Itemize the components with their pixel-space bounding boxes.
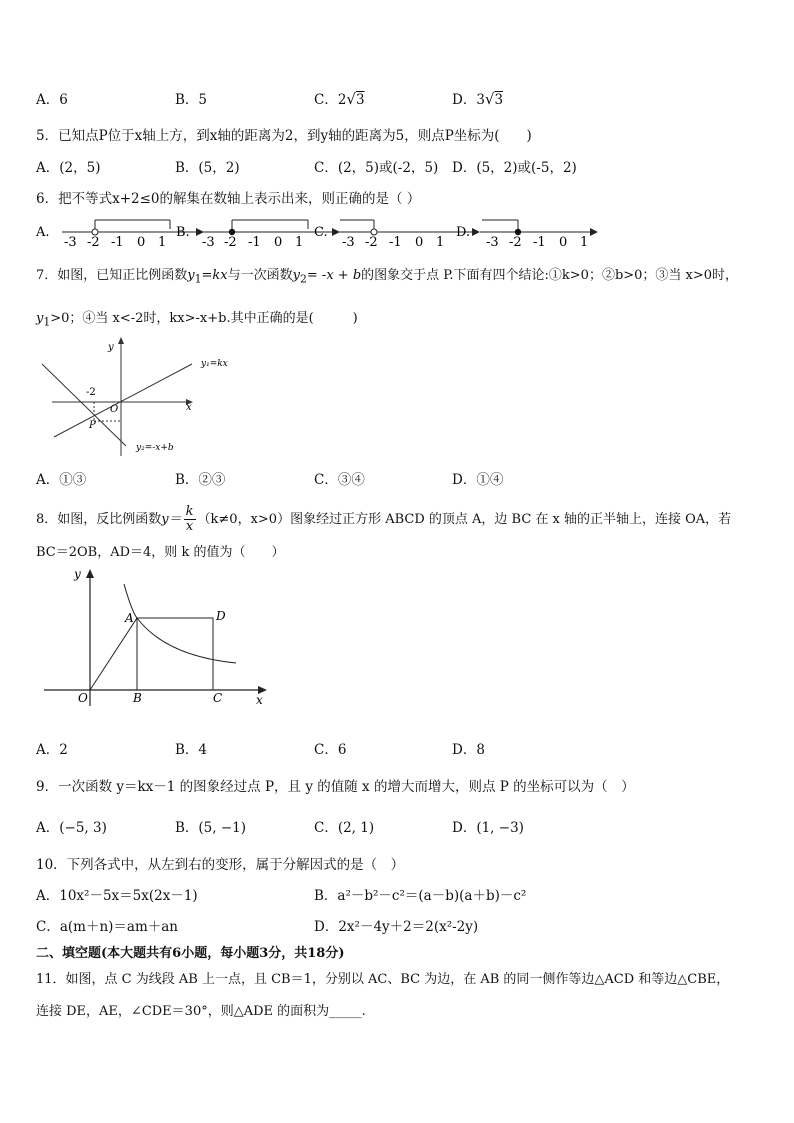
svg-text:y₁=kx: y₁=kx: [201, 359, 228, 369]
q6-label-c: C.: [314, 225, 328, 240]
q7-stem: 7．如图，已知正比例函数$y_1=kx$与一次函数$y_2= -x + b$的图象交于点 P.下面有四个结论:①k>0；②b>0；③当 x>0时，: [36, 268, 739, 286]
svg-text:x: x: [186, 402, 192, 413]
q10-stem: 10．下列各式中，从左到右的变形，属于分解因式的是（ ）: [36, 857, 405, 873]
section-2-heading: 二、填空题(本大题共有6小题，每小题3分，共18分): [36, 946, 345, 961]
svg-text:D: D: [216, 609, 226, 623]
q4-option-b: B．5: [175, 92, 208, 108]
svg-text:-3: -3: [342, 235, 355, 248]
q9-option-b: B．(5, −1): [175, 820, 247, 836]
svg-text:C: C: [213, 691, 223, 705]
q8-stem-line2: BC＝2OB，AD＝4，则 k 的值为（ ）: [36, 545, 285, 560]
q10-option-d: D．2x²－4y＋2＝2(x²-2y): [314, 919, 479, 935]
q7-option-d: D．①④: [452, 472, 504, 488]
svg-text:-1: -1: [111, 235, 124, 248]
q9-option-a: A．(−5, 3): [36, 820, 107, 836]
q6-label-d: D.: [456, 225, 471, 240]
svg-text:-3: -3: [64, 235, 77, 248]
q6-label-b: B.: [176, 225, 190, 240]
q5-option-c: C．(2，5)或(-2，5): [314, 160, 439, 176]
q5-option-a: A．(2，5): [36, 160, 101, 176]
q4-option-d: D．3√3: [452, 90, 504, 108]
svg-text:-1: -1: [248, 235, 261, 248]
svg-text:O: O: [110, 404, 119, 415]
svg-text:1: 1: [295, 235, 304, 248]
svg-text:0: 0: [137, 235, 146, 248]
svg-text:y: y: [108, 342, 114, 353]
q7-line-y1: [54, 364, 192, 437]
svg-text:B: B: [133, 691, 142, 705]
svg-text:0: 0: [274, 235, 283, 248]
q7-figure: [36, 336, 246, 462]
q4-option-c: C．2√3: [314, 90, 365, 108]
q8-curve: [124, 584, 236, 663]
svg-text:1: 1: [436, 235, 445, 248]
svg-text:-1: -1: [389, 235, 402, 248]
q11-stem-line2: 连接 DE，AE，∠CDE＝30°，则△ADE 的面积为_____.: [36, 1004, 366, 1019]
svg-text:-2: -2: [87, 235, 100, 248]
svg-text:x: x: [256, 693, 263, 707]
svg-text:-1: -1: [533, 235, 546, 248]
q6-label-a: A.: [36, 225, 50, 240]
q6-stem: 6．把不等式x+2≤0的解集在数轴上表示出来，则正确的是（ ）: [36, 191, 421, 207]
q8-option-b: B．4: [175, 742, 208, 758]
svg-text:1: 1: [580, 235, 589, 248]
svg-text:1: 1: [158, 235, 167, 248]
q4-option-a: A．6: [36, 92, 68, 108]
q9-option-d: D．(1, −3): [452, 820, 524, 836]
q7-option-c: C．③④: [314, 472, 365, 488]
svg-text:A: A: [125, 611, 134, 625]
svg-text:y: y: [74, 567, 81, 581]
svg-text:-2: -2: [224, 235, 237, 248]
svg-text:0: 0: [415, 235, 424, 248]
q5-option-d: D．(5，2)或(-5，2): [452, 160, 577, 176]
q7-option-b: B．②③: [175, 472, 226, 488]
q10-option-a: A．10x²－5x＝5x(2x－1): [36, 888, 198, 904]
q8-option-d: D．8: [452, 742, 485, 758]
q6-number-lines: [34, 212, 614, 248]
q8-figure: [36, 564, 276, 714]
q7-stem-line2: $y_1>0$；④当 x<-2时，kx>-x+b.其中正确的是( ): [36, 311, 358, 329]
svg-text:y₂=-x+b: y₂=-x+b: [136, 443, 174, 453]
q11-stem: 11．如图，点 C 为线段 AB 上一点，且 CB＝1，分别以 AC、BC 为边，在 AB 的同一侧作等边△ACD 和等边△CBE，: [36, 972, 730, 987]
q9-option-c: C．(2, 1): [314, 820, 375, 836]
svg-text:-2: -2: [509, 235, 522, 248]
svg-text:0: 0: [559, 235, 568, 248]
svg-text:-3: -3: [202, 235, 215, 248]
q5-stem: 5．已知点P位于x轴上方，到x轴的距离为2，到y轴的距离为5，则点P坐标为( ): [36, 128, 532, 144]
q9-stem: 9．一次函数 y＝kx－1 的图象经过点 P，且 y 的值随 x 的增大而增大，则点 P 的坐标可以为（ ）: [36, 779, 635, 795]
q8-option-c: C．6: [314, 742, 347, 758]
q8-stem: 8．如图，反比例函数y＝ $\frac{k}{x}$ （k≠0，x>0）图象经过正方形 ABCD 的顶点 A，边 BC 在 x 轴的正半轴上，连接 OA，若: [36, 504, 732, 534]
svg-text:-2: -2: [365, 235, 378, 248]
svg-text:P: P: [89, 420, 96, 431]
q8-option-a: A．2: [36, 742, 68, 758]
q5-option-b: B．(5，2): [175, 160, 240, 176]
q10-option-c: C．a(m＋n)＝am＋an: [36, 919, 179, 935]
svg-text:-3: -3: [486, 235, 499, 248]
q7-option-a: A．①③: [36, 472, 87, 488]
q10-option-b: B．a²－b²－c²＝(a－b)(a＋b)－c²: [314, 888, 527, 904]
svg-text:-2: -2: [86, 387, 96, 398]
svg-text:O: O: [78, 691, 88, 705]
